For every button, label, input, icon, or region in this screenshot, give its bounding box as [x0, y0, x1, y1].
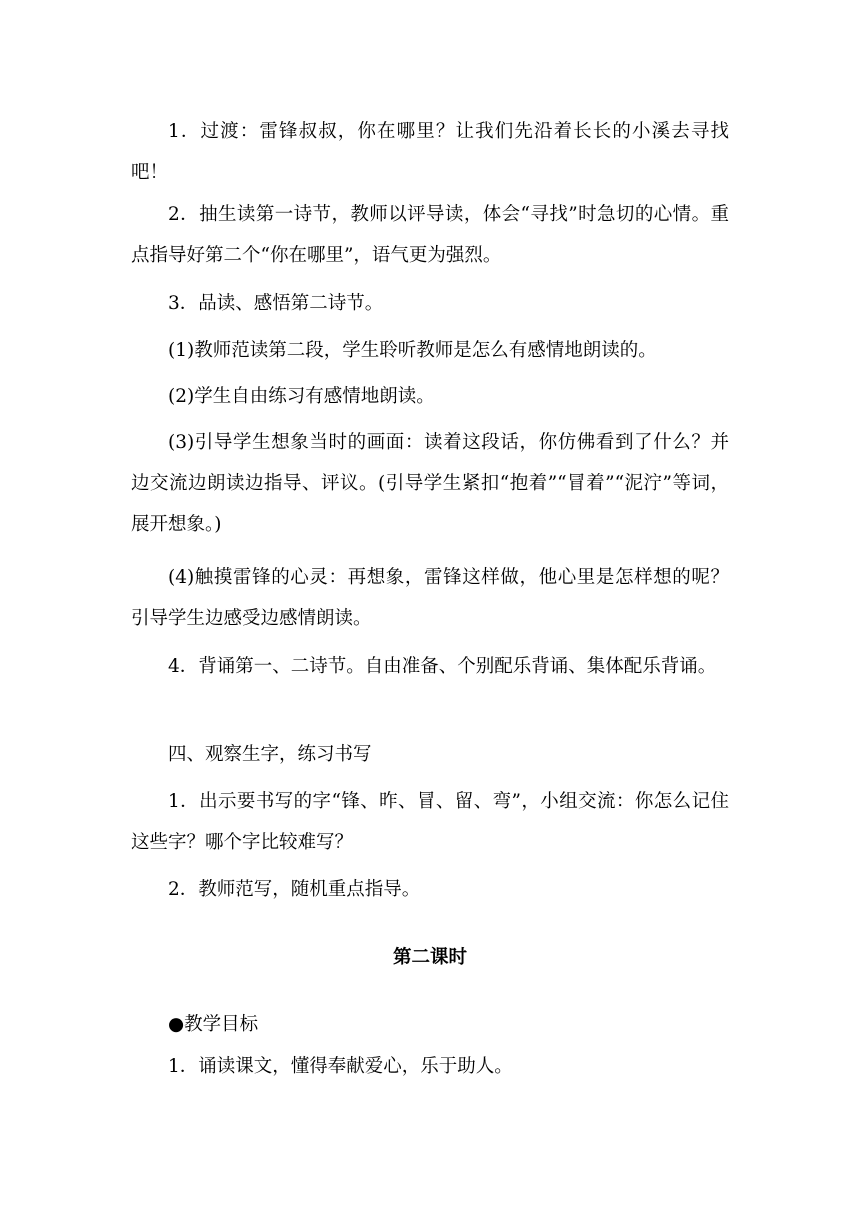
paragraph-section-four: 四、观察生字，练习书写	[168, 744, 372, 765]
paragraph-imagine-scene: (3)引导学生想象当时的画面：读着这段话，你仿佛看到了什么？并边交流边朗读边指导、评议。(引导学生紧扣“抱着”“冒着”“泥泞”等词，展开想象。)	[131, 432, 729, 535]
paragraph-teacher-reading: (1)教师范读第二段，学生聆听教师是怎么有感情地朗读的。	[168, 340, 657, 361]
section-heading: 第二课时	[392, 947, 467, 968]
teaching-goal-item: 1．诵读课文，懂得奉献爱心，乐于助人。	[168, 1056, 513, 1077]
paragraph-second-stanza: 3．品读、感悟第二诗节。	[168, 293, 384, 314]
paragraph-teacher-writing: 2．教师范写，随机重点指导。	[168, 879, 421, 900]
paragraph-touch-heart: (4)触摸雷锋的心灵：再想象，雷锋这样做，他心里是怎样想的呢？引导学生边感受边感情朗读。	[131, 567, 729, 629]
paragraph-recite: 4．背诵第一、二诗节。自由准备、个别配乐背诵、集体配乐背诵。	[168, 656, 717, 677]
paragraph-student-practice: (2)学生自由练习有感情地朗读。	[168, 386, 435, 407]
paragraph-read-first-stanza: 2．抽生读第一诗节，教师以评导读，体会“寻找”时急切的心情。重点指导好第二个“你在哪里”，语气更为强烈。	[131, 204, 729, 266]
teaching-goals-label: ●教学目标	[168, 1014, 259, 1035]
paragraph-transition: 1．过渡：雷锋叔叔，你在哪里？让我们先沿着长长的小溪去寻找吧！	[131, 121, 729, 183]
paragraph-show-characters: 1．出示要书写的字“锋、昨、冒、留、弯”，小组交流：你怎么记住这些字？哪个字比较难写？	[131, 791, 729, 853]
